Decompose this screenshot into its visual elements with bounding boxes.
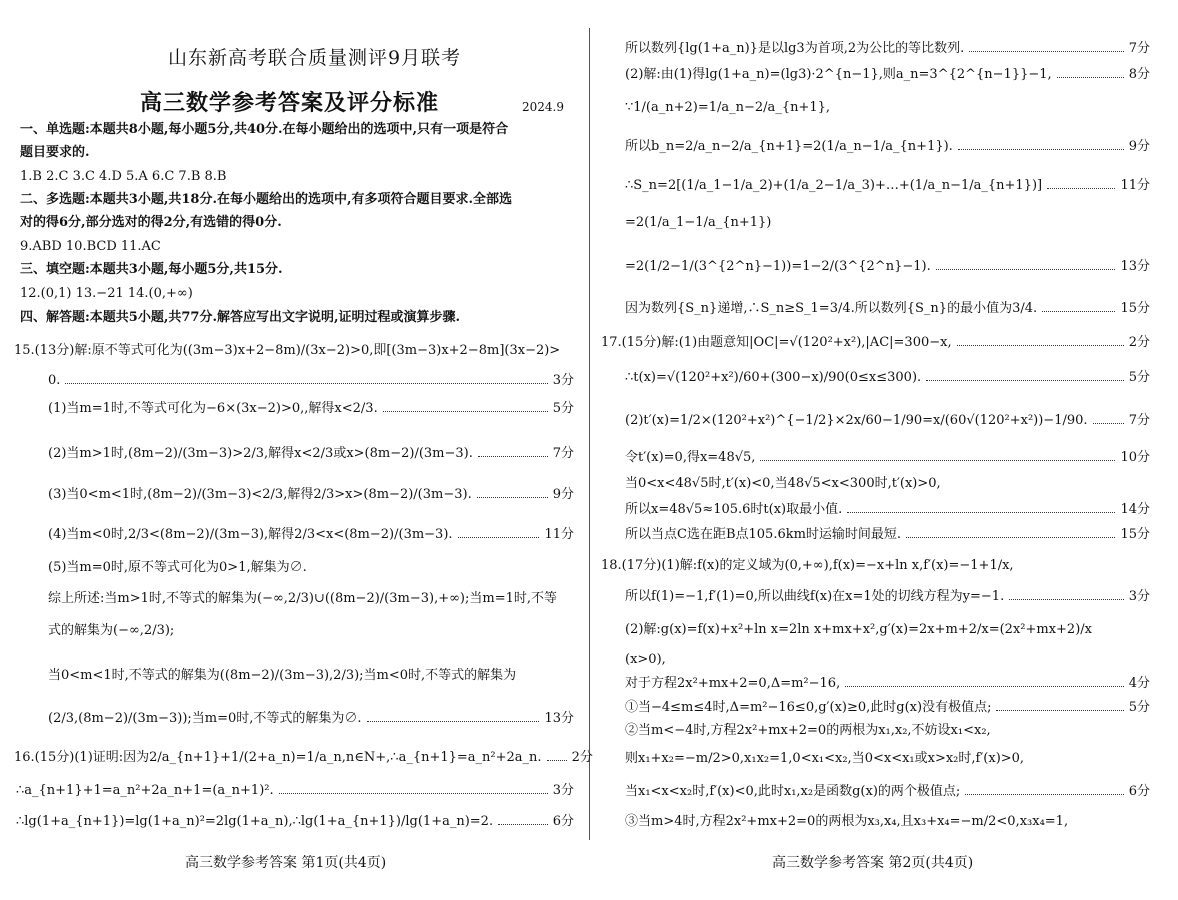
- line-text: 所以f(1)=−1,f′(1)=0,所以曲线f(x)在x=1处的切线方程为y=−1.: [625, 589, 1005, 604]
- line-text: 0.: [48, 373, 61, 388]
- line-text: (2)解:g(x)=f(x)+x²+ln x=2ln x+mx+x²,g′(x)=2x+m+2/x=(2x²+mx+2)/x: [625, 622, 1092, 637]
- right-line: [625, 723, 991, 739]
- leader-dots: [958, 149, 1124, 150]
- right-line: [625, 676, 1150, 692]
- right-line: [625, 41, 1150, 57]
- score-points: 7分: [1128, 413, 1150, 428]
- line-text: ∴t(x)=√(120²+x²)/60+(300−x)/90(0≤x≤300).: [625, 370, 922, 385]
- left-line: [48, 487, 574, 503]
- line-text: 题目要求的.: [20, 145, 90, 160]
- line-text: 17.(15分)解:(1)由题意知|OC|=√(120²+x²),|AC|=300−x,: [601, 335, 952, 350]
- leader-dots: [957, 345, 1124, 346]
- score-points: 7分: [1128, 41, 1150, 56]
- line-text: 当x₁<x<x₂时,f′(x)<0,此时x₁,x₂是函数g(x)的两个极值点;: [625, 784, 961, 799]
- left-line: [48, 446, 574, 462]
- line-text: (2)当m>1时,(8m−2)/(3m−3)>2/3,解得x<2/3或x>(8m−2)/(3m−3).: [48, 446, 473, 461]
- line-text: ∴a_{n+1}+1=a_n²+2a_n+1=(a_n+1)².: [16, 783, 274, 798]
- score-points: 2分: [1128, 335, 1150, 350]
- line-text: 当0<m<1时,不等式的解集为((8m−2)/(3m−3),2/3);当m<0时,不等式的解集为: [48, 668, 517, 683]
- right-line: [625, 502, 1150, 518]
- line-text: 1.B 2.C 3.C 4.D 5.A 6.C 7.B 8.B: [20, 169, 227, 184]
- line-text: =2(1/a_1−1/a_{n+1}): [625, 215, 772, 230]
- score-points: 14分: [1120, 502, 1150, 517]
- leader-dots: [547, 760, 567, 761]
- score-points: 4分: [1128, 676, 1150, 691]
- score-points: 15分: [1120, 301, 1150, 316]
- score-points: 7分: [552, 446, 574, 461]
- left-line: [20, 310, 460, 326]
- leader-dots: [936, 269, 1116, 270]
- left-line: [48, 401, 574, 417]
- right-line: [625, 67, 1150, 83]
- line-text: 所以当点C选在距B点105.6km时运输时间最短.: [625, 527, 902, 542]
- leader-dots: [969, 51, 1123, 52]
- page-title: 高三数学参考答案及评分标准: [140, 90, 440, 116]
- leader-dots: [1057, 77, 1124, 78]
- line-text: 当0<x<48√5时,t′(x)<0,当48√5<x<300时,t′(x)>0,: [625, 476, 941, 491]
- leader-dots: [1093, 423, 1124, 424]
- leader-dots: [498, 824, 548, 825]
- line-text: 一、单选题:本题共8小题,每小题5分,共40分.在每小题给出的选项中,只有一项是符合: [20, 122, 509, 137]
- left-line: [20, 192, 512, 208]
- left-line: [16, 814, 574, 830]
- score-points: 13分: [544, 711, 574, 726]
- score-points: 13分: [1120, 259, 1150, 274]
- line-text: (2)t′(x)=1/2×(120²+x²)^{−1/2}×2x/60−1/90=x/(60√(120²+x²))−1/90.: [625, 413, 1088, 428]
- right-line: [625, 751, 1024, 767]
- line-text: 12.(0,1) 13.−21 14.(0,+∞): [20, 286, 193, 301]
- leader-dots: [847, 512, 1115, 513]
- line-text: 所以b_n=2/a_n−2/a_{n+1}=2(1/a_n−1/a_{n+1}).: [625, 139, 953, 154]
- score-points: 2分: [571, 750, 593, 765]
- left-line: [48, 711, 574, 727]
- line-text: (1)当m=1时,不等式可化为−6×(3x−2)>0,,解得x<2/3.: [48, 401, 378, 416]
- score-points: 6分: [552, 814, 574, 829]
- score-points: 3分: [1128, 589, 1150, 604]
- right-line: [625, 700, 1150, 716]
- line-text: 二、多选题:本题共3小题,共18分.在每小题给出的选项中,有多项符合题目要求.全部选: [20, 192, 513, 207]
- right-line: [625, 413, 1150, 429]
- left-line: [48, 591, 557, 607]
- line-text: 16.(15分)(1)证明:因为2/a_{n+1}+1/(2+a_n)=1/a_n,n∈N+,∴a_{n+1}=a_n²+2a_n.: [14, 750, 542, 765]
- score-points: 3分: [552, 783, 574, 798]
- right-line: [601, 335, 1150, 351]
- right-line: [625, 301, 1150, 317]
- right-line: [601, 558, 1014, 574]
- right-line: [625, 527, 1150, 543]
- leader-dots: [965, 794, 1123, 795]
- leader-dots: [1009, 599, 1124, 600]
- line-text: =2(1/2−1/(3^{2^n}−1))=1−2/(3^{2^n}−1).: [625, 259, 931, 274]
- score-points: 11分: [1120, 178, 1150, 193]
- score-points: 5分: [552, 401, 574, 416]
- line-text: (5)当m=0时,原不等式可化为0>1,解集为∅.: [48, 560, 307, 575]
- line-text: 则x₁+x₂=−m/2>0,x₁x₂=1,0<x₁<x₂,当0<x<x₁或x>x₂时,f′(x)>0,: [625, 751, 1025, 766]
- line-text: ∴lg(1+a_{n+1})=lg(1+a_n)²=2lg(1+a_n),∴lg(1+a_{n+1})/lg(1+a_n)=2.: [16, 814, 494, 829]
- line-text: (3)当0<m<1时,(8m−2)/(3m−3)<2/3,解得2/3>x>(8m−2)/(3m−3).: [48, 487, 472, 502]
- leader-dots: [367, 721, 540, 722]
- line-text: 15.(13分)解:原不等式可化为((3m−3)x+2−8m)/(3x−2)>0,即[(3m−3)x+2−8m](3x−2)>: [14, 343, 561, 358]
- score-points: 6分: [1128, 784, 1150, 799]
- right-line: [625, 814, 1068, 830]
- leader-dots: [845, 686, 1124, 687]
- right-line: [625, 139, 1150, 155]
- leader-dots: [478, 456, 548, 457]
- line-text: 因为数列{S_n}递增,∴S_n≥S_1=3/4.所以数列{S_n}的最小值为3/4.: [625, 301, 1038, 316]
- right-line: [625, 100, 830, 116]
- line-text: ①当−4≤m≤4时,Δ=m²−16≤0,g′(x)≥0,此时g(x)没有极值点;: [625, 700, 992, 715]
- left-line: [20, 145, 90, 161]
- right-line: [625, 450, 1150, 466]
- right-line: [625, 589, 1150, 605]
- right-line: [625, 215, 771, 231]
- line-text: 对的得6分,部分选对的得2分,有选错的得0分.: [20, 215, 282, 230]
- score-points: 9分: [1128, 139, 1150, 154]
- left-line: [20, 262, 283, 278]
- leader-dots: [1042, 311, 1115, 312]
- leader-dots: [65, 383, 547, 384]
- score-points: 11分: [544, 527, 574, 542]
- footer-right: 高三数学参考答案 第2页(共4页): [772, 855, 974, 871]
- left-line: [20, 169, 226, 185]
- left-line: [14, 343, 560, 359]
- leader-dots: [383, 411, 548, 412]
- leader-dots: [458, 537, 540, 538]
- leader-dots: [1047, 188, 1115, 189]
- leader-dots: [477, 497, 548, 498]
- right-line: [625, 259, 1150, 275]
- left-line: [20, 286, 193, 302]
- score-points: 9分: [552, 487, 574, 502]
- right-line: [625, 784, 1150, 800]
- footer-left: 高三数学参考答案 第1页(共4页): [185, 855, 387, 871]
- leader-dots: [906, 537, 1115, 538]
- line-text: (x>0),: [625, 652, 666, 667]
- score-points: 5分: [1128, 700, 1150, 715]
- line-text: 18.(17分)(1)解:f(x)的定义域为(0,+∞),f(x)=−x+ln x,f′(x)=−1+1/x,: [601, 558, 1014, 573]
- right-line: [625, 178, 1150, 194]
- line-text: 综上所述:当m>1时,不等式的解集为(−∞,2/3)∪((8m−2)/(3m−3),+∞);当m=1时,不等: [48, 591, 558, 606]
- left-line: [48, 560, 307, 576]
- right-column: [589, 0, 1178, 900]
- left-line: [14, 750, 593, 766]
- left-line: [16, 783, 574, 799]
- line-text: ③当m>4时,方程2x²+mx+2=0的两根为x₃,x₄,且x₃+x₄=−m/2<0,x₃x₄=1,: [625, 814, 1069, 829]
- right-line: [625, 622, 1092, 638]
- line-text: ∴S_n=2[(1/a_1−1/a_2)+(1/a_2−1/a_3)+…+(1/a_n−1/a_{n+1})]: [625, 178, 1043, 193]
- line-text: 令t′(x)=0,得x=48√5,: [625, 450, 756, 465]
- score-points: 3分: [552, 373, 574, 388]
- left-line: [48, 623, 174, 639]
- leader-dots: [760, 460, 1115, 461]
- exam-name: 山东新高考联合质量测评9月联考: [168, 47, 462, 69]
- leader-dots: [996, 710, 1123, 711]
- line-text: 9.ABD 10.BCD 11.AC: [20, 239, 161, 254]
- left-line: [20, 215, 282, 231]
- line-text: (2/3,(8m−2)/(3m−3));当m=0时,不等式的解集为∅.: [48, 711, 362, 726]
- line-text: 所以数列{lg(1+a_n)}是以lg3为首项,2为公比的等比数列.: [625, 41, 965, 56]
- left-line: [48, 527, 574, 543]
- right-line: [625, 476, 941, 492]
- line-text: ②当m<−4时,方程2x²+mx+2=0的两根为x₁,x₂,不妨设x₁<x₂,: [625, 723, 991, 738]
- leader-dots: [279, 793, 548, 794]
- score-points: 5分: [1128, 370, 1150, 385]
- line-text: 所以x=48√5≈105.6时t(x)取最小值.: [625, 502, 843, 517]
- leader-dots: [926, 380, 1124, 381]
- line-text: 三、填空题:本题共3小题,每小题5分,共15分.: [20, 262, 283, 277]
- line-text: ∵1/(a_n+2)=1/a_n−2/a_{n+1},: [625, 100, 831, 115]
- line-text: (2)解:由(1)得lg(1+a_n)=(lg3)·2^{n−1},则a_n=3^{2^{n−1}}−1,: [625, 67, 1052, 82]
- left-line: [48, 373, 574, 389]
- score-points: 10分: [1120, 450, 1150, 465]
- right-line: [625, 370, 1150, 386]
- line-text: 式的解集为(−∞,2/3);: [48, 623, 175, 638]
- score-points: 15分: [1120, 527, 1150, 542]
- right-line: [625, 652, 666, 668]
- score-points: 8分: [1128, 67, 1150, 82]
- left-line: [20, 122, 508, 138]
- left-line: [20, 239, 161, 255]
- left-line: [48, 668, 516, 684]
- line-text: 对于方程2x²+mx+2=0,Δ=m²−16,: [625, 676, 841, 691]
- line-text: (4)当m<0时,2/3<(8m−2)/(3m−3),解得2/3<x<(8m−2)/(3m−3).: [48, 527, 453, 542]
- exam-date: 2024.9: [522, 100, 564, 114]
- line-text: 四、解答题:本题共5小题,共77分.解答应写出文字说明,证明过程或演算步骤.: [20, 310, 461, 325]
